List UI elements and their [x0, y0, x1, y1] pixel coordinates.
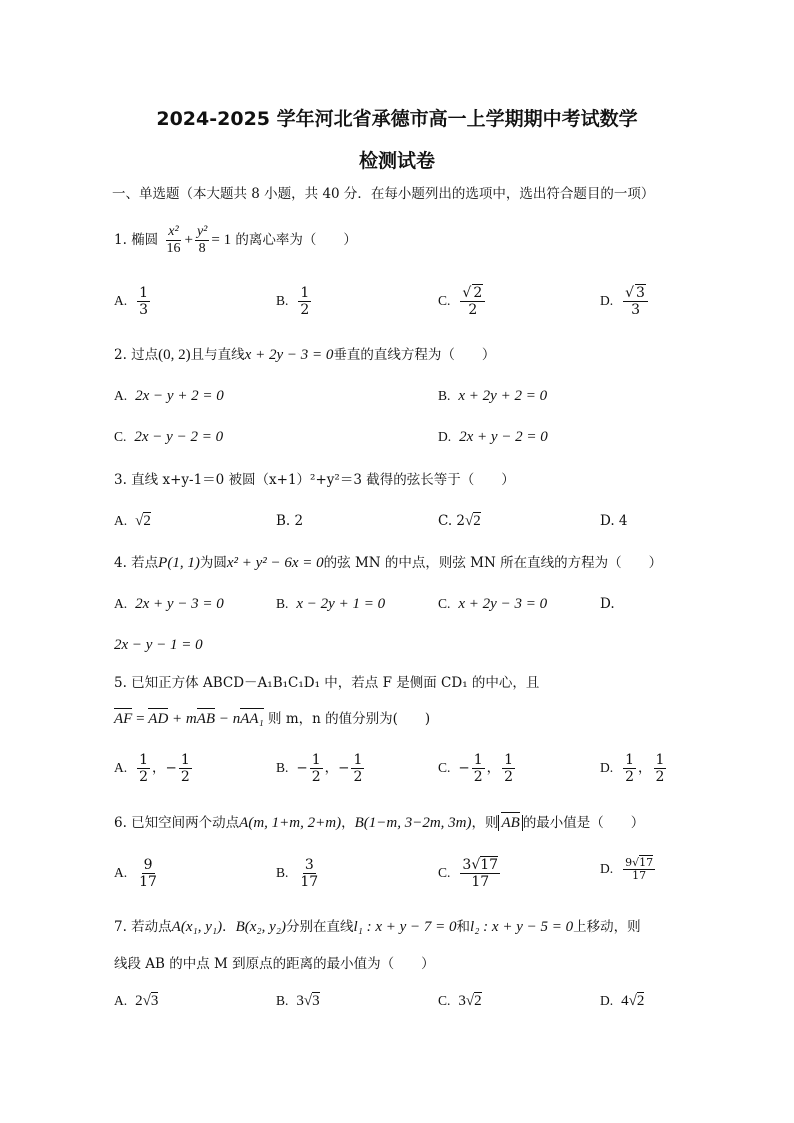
- q5-option-a: A. $\frac{1}{2}$ ，− $\frac{1}{2}$: [114, 752, 190, 785]
- question-5: 5. 已知正方体 ABCD－A₁B₁C₁D₁ 中，若点 F 是侧面 CD₁ 的中心，且: [114, 675, 540, 691]
- q6-option-c: C. $\frac{3√17}{17}$: [438, 857, 499, 890]
- question-6: 6. 已知空间两个动点A(m, 1+m, 2+m)，B(1−m, 3−2m, 3m)，则 AB 的最小值是（ ）: [114, 815, 645, 831]
- q7-option-d: D. 4√2: [600, 993, 645, 1009]
- q1-option-a: A. $\frac{1}{3}$: [114, 285, 149, 318]
- section-heading: 一、单选题（本大题共 8 小题，共 40 分．在每小题列出的选项中，选出符合题目的一项）: [112, 186, 655, 202]
- question-1: 1. 椭圆 $\frac{\text{x²}}{16}$ + $\frac{\text{y²}}{8}$ = 1 的离心率为（ ）: [114, 224, 357, 256]
- q1-pre: 椭圆: [131, 232, 159, 248]
- q7-option-c: C. 3√2: [438, 993, 482, 1009]
- question-7-line-2: 线段 AB 的中点 M 到原点的距离的最小值为（ ）: [114, 956, 435, 972]
- q1-option-b: B. $\frac{1}{2}$: [276, 285, 310, 318]
- q5-option-d: D. $\frac{1}{2}$ ， $\frac{1}{2}$: [600, 752, 665, 785]
- q4-option-d-label: D.: [600, 596, 615, 612]
- title-line-1: 2024-2025 学年河北省承德市高一上学期期中考试数学: [156, 108, 638, 130]
- q1-post: 的离心率为（ ）: [235, 232, 357, 248]
- q5-option-c: C. − $\frac{1}{2}$ ， $\frac{1}{2}$: [438, 752, 514, 785]
- q3-option-b: B. 2: [276, 513, 304, 529]
- q4-option-a: A. 2x + y − 3 = 0: [114, 596, 224, 612]
- q3-option-a: A. √2: [114, 513, 151, 529]
- q1-option-d: D. $\frac{√ 3}{3}$: [600, 285, 650, 318]
- q5-option-b: B. − $\frac{1}{2}$ ，− $\frac{1}{2}$: [276, 752, 363, 785]
- q3-option-c: C. 2√2: [438, 513, 481, 529]
- q1-frac-x: $\frac{\text{x²}}{16}$: [166, 224, 181, 256]
- question-7: 7. 若动点A(x₁, y₁)．B(x₂, y₂)分别在直线l₁ : x + y − 7 = 0和l₂ : x + y − 5 = 0上移动，则: [114, 919, 641, 935]
- q2-option-a: A. 2x − y + 2 = 0: [114, 388, 224, 404]
- q1-num: 1.: [114, 232, 127, 248]
- q2-option-d: D. 2x + y − 2 = 0: [438, 429, 548, 445]
- question-2: 2. 过点(0, 2)且与直线x + 2y − 3 = 0垂直的直线方程为（ ）: [114, 347, 496, 363]
- q2-option-c: C. 2x − y − 2 = 0: [114, 429, 224, 445]
- title-line-2: 检测试卷: [358, 150, 435, 172]
- q1-frac-y: $\frac{\text{y²}}{8}$: [196, 224, 208, 256]
- q6-option-d: D. $\frac{9√17}{17}$: [600, 856, 654, 882]
- q4-option-b: B. x − 2y + 1 = 0: [276, 596, 386, 612]
- q6-option-a: A. $\frac{9}{17}$: [114, 857, 157, 890]
- q2-option-b: B. x + 2y + 2 = 0: [438, 388, 548, 404]
- q1-option-c: C. $\frac{√ 2}{2}$: [438, 285, 487, 318]
- q3-option-d: D. 4: [600, 513, 628, 529]
- question-3: 3. 直线 x+y-1＝0 被圆（x+1）²+y²＝3 截得的弦长等于（ ）: [114, 472, 515, 488]
- q5-vector-equation: AF = AD + mAB − nAA₁ 则 m，n 的值分别为( ): [114, 711, 431, 727]
- q7-option-b: B. 3√3: [276, 993, 320, 1009]
- q4-option-c: C. x + 2y − 3 = 0: [438, 596, 548, 612]
- q7-option-a: A. 2√3: [114, 993, 159, 1009]
- question-4: 4. 若点P(1, 1)为圆x² + y² − 6x = 0的弦 MN 的中点，则弦 MN 所在直线的方程为（ ）: [114, 555, 663, 571]
- q6-option-b: B. $\frac{3}{17}$: [276, 857, 319, 890]
- q4-option-d: 2x − y − 1 = 0: [114, 637, 203, 653]
